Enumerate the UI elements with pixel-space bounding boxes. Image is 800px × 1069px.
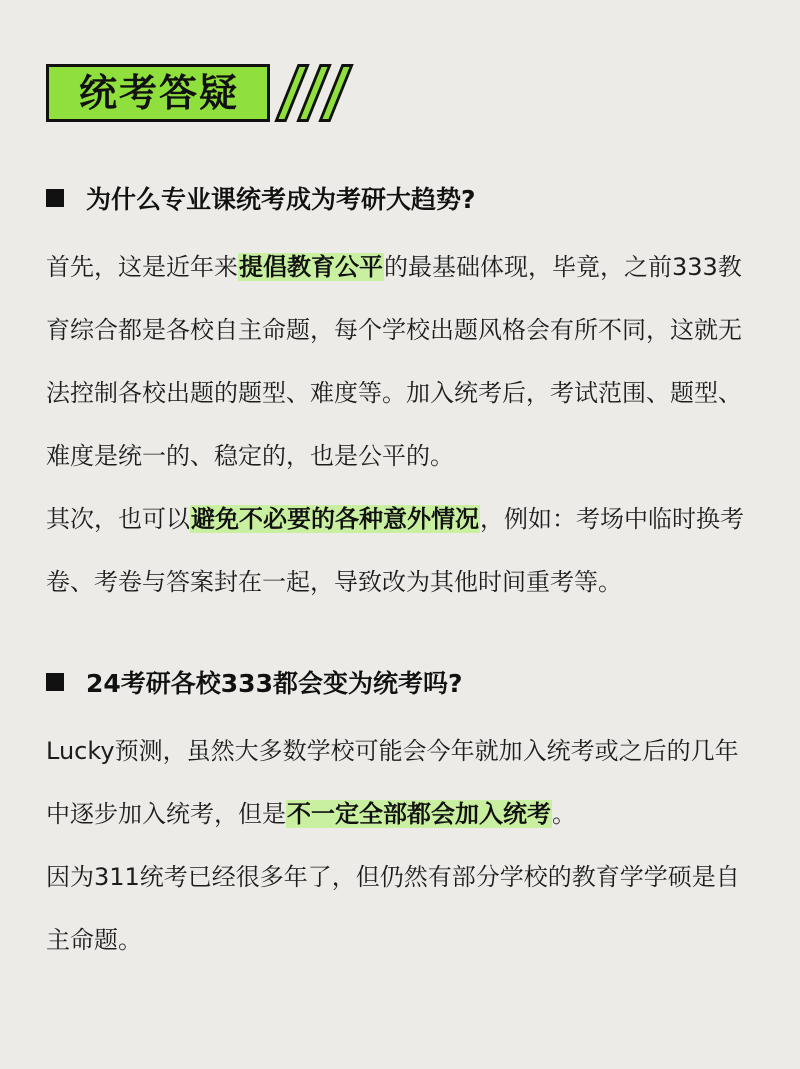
section-heading-text: 24考研各校333都会变为统考吗? bbox=[86, 669, 463, 698]
paragraph-text: ，例如：考场中临时换考卷、考卷与答案封在一起，导致改为其他时间重考等。 bbox=[46, 505, 744, 596]
title-banner bbox=[46, 62, 342, 124]
paragraph-text: 首先，这是近年来 bbox=[46, 253, 238, 281]
section-heading-text: 为什么专业课统考成为考研大趋势? bbox=[86, 185, 476, 214]
square-bullet-icon bbox=[46, 673, 64, 691]
paragraph-text: 。 bbox=[552, 800, 576, 828]
paragraph bbox=[46, 236, 758, 488]
paragraph-text: Lucky预测，虽然大多数学校可能会今年就加入统考或之后的几年中逐步加入统考，但是 bbox=[46, 737, 739, 828]
paragraph-text: 其次，也可以 bbox=[46, 505, 190, 533]
paragraph-text: 因为311统考已经很多年了，但仍然有部分学校的教育学学硕是自主命题。 bbox=[46, 863, 740, 954]
title-box bbox=[46, 64, 270, 122]
paragraph bbox=[46, 720, 758, 846]
article-content bbox=[46, 178, 758, 972]
section-heading bbox=[46, 662, 758, 702]
paragraph bbox=[46, 846, 758, 972]
square-bullet-icon bbox=[46, 189, 64, 207]
highlight-text: 不一定全部都会加入统考 bbox=[287, 800, 551, 828]
page-title: 统考答疑 bbox=[79, 71, 240, 115]
decorative-slashes bbox=[276, 64, 342, 122]
highlight-text: 避免不必要的各种意外情况 bbox=[191, 505, 479, 533]
paragraph bbox=[46, 488, 758, 614]
highlight-text: 提倡教育公平 bbox=[239, 253, 383, 281]
section-heading bbox=[46, 178, 758, 218]
paragraph-text: 的最基础体现，毕竟，之前333教育综合都是各校自主命题，每个学校出题风格会有所不同，这就无法控制各校出题的题型、难度等。加入统考后，考试范围、题型、难度是统一的、稳定的，也是公平的。 bbox=[46, 253, 742, 470]
